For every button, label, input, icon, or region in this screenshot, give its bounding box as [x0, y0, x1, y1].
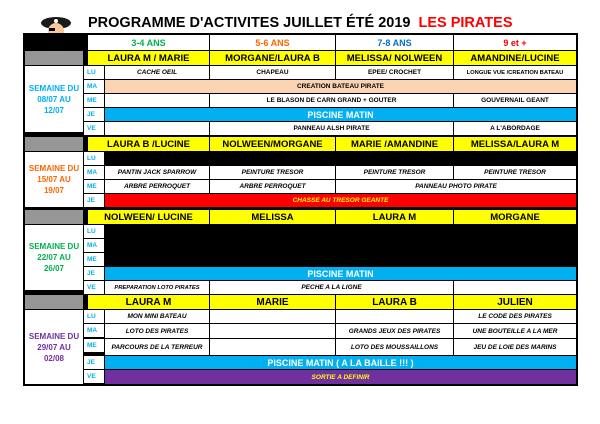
- week1-leader-4: AMANDINE/LUCINE: [454, 51, 576, 65]
- week3-ve-3: [454, 281, 576, 294]
- week4-leader-2: MARIE: [210, 295, 335, 309]
- week4-leader-3: LAURA B: [336, 295, 453, 309]
- age-5-6: 5-6 ANS: [210, 35, 335, 50]
- week3-ve-1: PREPARATION LOTO PIRATES: [105, 281, 209, 294]
- week1-me-3: GOUVERNAIL GEANT: [454, 94, 576, 107]
- week4-leader-1: LAURA M: [88, 295, 209, 309]
- week1-lu-1: CACHE OEIL: [105, 66, 209, 79]
- week1-leader-1: LAURA M / MARIE: [88, 51, 209, 65]
- week3-leader-1: NOLWEEN/ LUCINE: [88, 210, 209, 224]
- week1-day-lu: LU: [84, 66, 104, 79]
- week1-label-spacer: [25, 51, 83, 65]
- week3-leader-4: MORGANE: [454, 210, 576, 224]
- week3-ve-2: PECHE A LA LIGNE: [210, 281, 453, 294]
- page-title: PROGRAMME D'ACTIVITES JUILLET ÉTÉ 2019: [88, 15, 411, 31]
- week4-day-me: ME: [84, 339, 104, 352]
- week1-ve-3: A L'ABORDAGE: [454, 122, 576, 135]
- week1-me-1: [105, 94, 209, 107]
- page-subtitle: LES PIRATES: [418, 15, 513, 31]
- week1-lu-3: EPEE/ CROCHET: [336, 66, 453, 79]
- week4-ma-3: GRANDS JEUX DES PIRATES: [336, 324, 453, 338]
- week4-day-ma: MA: [84, 324, 104, 337]
- week3-day-me: ME: [84, 253, 104, 266]
- week4-day-lu: LU: [84, 310, 104, 323]
- week1-me-2: LE BLASON DE CARN GRAND + GOUTER: [210, 94, 453, 107]
- week1-label: SEMAINE DU 08/07 AU 12/07: [25, 66, 83, 132]
- week4-me-1: PARCOURS DE LA TERREUR: [105, 339, 209, 355]
- week1-leader-3: MELISSA/ NOLWEEN: [336, 51, 453, 65]
- week1-lu-4: LONGUE VUE /CREATION BATEAU: [454, 66, 576, 79]
- week3-day-ve: VE: [84, 281, 104, 294]
- age-3-4: 3-4 ANS: [88, 35, 209, 50]
- week1-leader-2: MORGANE/LAURA B: [210, 51, 335, 65]
- week2-day-me: ME: [84, 180, 104, 193]
- week2-leader-2: NOLWEEN/MORGANE: [210, 137, 335, 151]
- week4-leader-4: JULIEN: [454, 295, 576, 309]
- week3-day-ma: MA: [84, 239, 104, 252]
- week1-ma-band: CREATION BATEAU PIRATE: [105, 80, 576, 93]
- week2-day-ma: MA: [84, 166, 104, 179]
- week4-lu-1: MON MINI BATEAU: [105, 310, 209, 323]
- week2-ma-2: PEINTURE TRESOR: [210, 166, 335, 179]
- week3-day-je: JE: [84, 267, 104, 280]
- week4-ma-2: [210, 324, 335, 338]
- age-7-8: 7-8 ANS: [336, 35, 453, 50]
- week4-je-band: PISCINE MATIN ( A LA BAILLE !!! ): [105, 356, 576, 369]
- week4-day-ve: VE: [84, 370, 104, 383]
- week2-day-lu: LU: [84, 152, 104, 165]
- week2-label-spacer: [25, 137, 83, 151]
- week2-ma-4: PEINTURE TRESOR: [454, 166, 576, 179]
- week4-label: SEMAINE DU 29/07 AU 02/08: [25, 310, 83, 384]
- week4-day-je: JE: [84, 356, 104, 369]
- week1-day-me: ME: [84, 94, 104, 107]
- page-title-row: [88, 13, 578, 33]
- week1-day-je: JE: [84, 108, 104, 121]
- week2-me-1: ARBRE PERROQUET: [105, 180, 209, 193]
- week1-je-band: PISCINE MATIN: [105, 108, 576, 121]
- week3-label: SEMAINE DU 22/07 AU 26/07: [25, 225, 83, 290]
- week2-me-2: ARBRE PERROQUET: [210, 180, 335, 193]
- week4-lu-3: [336, 310, 453, 323]
- week3-day-lu: LU: [84, 225, 104, 238]
- week2-leader-3: MARIE /AMANDINE: [336, 137, 453, 151]
- week2-leader-4: MELISSA/LAURA M: [454, 137, 576, 151]
- week4-me-4: JEU DE LOIE DES MARINS: [454, 339, 576, 355]
- week2-me-3: PANNEAU PHOTO PIRATE: [336, 180, 576, 193]
- week2-ma-3: PEINTURE TRESOR: [336, 166, 453, 179]
- week2-label: SEMAINE DU 15/07 AU 19/07: [25, 152, 83, 207]
- week4-lu-4: LE CODE DES PIRATES: [454, 310, 576, 323]
- week4-lu-2: [210, 310, 335, 323]
- week3-leader-3: LAURA M: [336, 210, 453, 224]
- week4-ma-4: UNE BOUTEILLE A LA MER: [454, 324, 576, 338]
- week2-ma-1: PANTIN JACK SPARROW: [105, 166, 209, 179]
- week2-leader-1: LAURA B /LUCINE: [88, 137, 209, 151]
- week2-je-band: CHASSE AU TRESOR GEANTE: [105, 194, 576, 207]
- week4-label-spacer: [25, 295, 83, 309]
- week1-ve-2: PANNEAU ALSH PIRATE: [210, 122, 453, 135]
- week3-je-band: PISCINE MATIN: [105, 267, 576, 280]
- week4-ve-band: SORTIE A DEFINIR: [105, 370, 576, 384]
- week1-lu-2: CHAPEAU: [210, 66, 335, 79]
- week4-me-2: [210, 339, 335, 355]
- week1-day-ma: MA: [84, 80, 104, 93]
- age-9-plus: 9 et +: [454, 35, 576, 50]
- week3-leader-2: MELISSA: [210, 210, 335, 224]
- week2-day-je: JE: [84, 194, 104, 207]
- week1-ve-1: [105, 122, 209, 135]
- week3-label-spacer: [25, 210, 83, 224]
- week4-ma-1: LOTO DES PIRATES: [105, 324, 209, 338]
- week1-day-ve: VE: [84, 122, 104, 135]
- week4-me-3: LOTO DES MOUSSAILLONS: [336, 339, 453, 355]
